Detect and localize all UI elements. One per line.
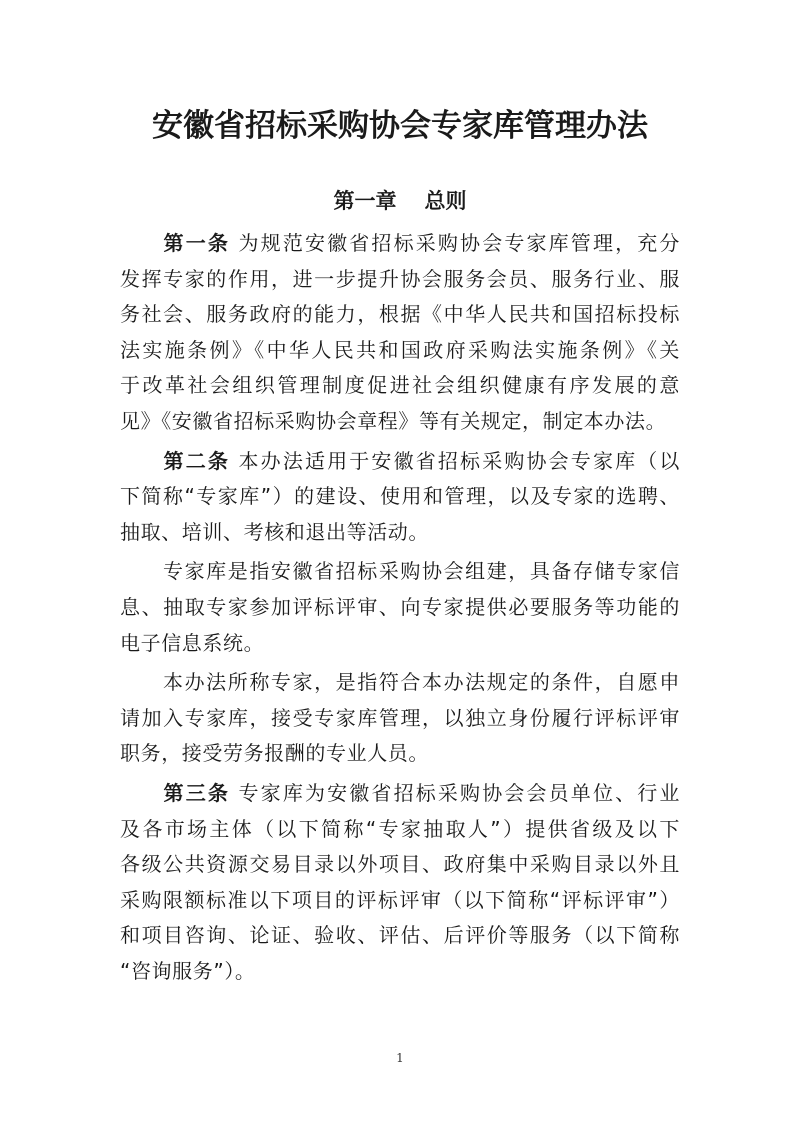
paragraph-line: 请加入专家库，接受专家库管理，以独立身份履行评标评审 — [120, 705, 680, 730]
paragraph-line: 法实施条例》《中华人民共和国政府采购法实施条例》《关 — [120, 337, 680, 362]
line-text: 为规范安徽省招标采购协会专家库管理，充分 — [238, 231, 680, 255]
paragraph-line: 发挥专家的作用，进一步提升协会服务会员、服务行业、服 — [120, 266, 680, 291]
paragraph-line: 和项目咨询、论证、验收、评估、后评价等服务（以下简称 — [120, 923, 680, 948]
paragraph-line — [120, 226, 680, 262]
paragraph-expert-database-definition — [120, 554, 680, 661]
paragraph-line: 下简称“专家库”）的建设、使用和管理，以及专家的选聘、 — [120, 484, 680, 509]
document-title: 安徽省招标采购协会专家库管理办法 — [152, 108, 648, 144]
paragraph-line: 务社会、服务政府的能力，根据《中华人民共和国招标投标 — [120, 302, 680, 327]
paragraph-line: 电子信息系统。 — [120, 630, 265, 655]
paragraph-line — [120, 665, 680, 701]
paragraph-line: 职务，接受劳务报酬的专业人员。 — [120, 741, 429, 766]
paragraph-line — [120, 444, 680, 480]
document-body — [120, 226, 680, 989]
paragraph-line: 见》《安徽省招标采购协会章程》等有关规定，制定本办法。 — [120, 408, 667, 433]
paragraph-line: 采购限额标准以下项目的评标评审（以下简称“评标评审”） — [120, 887, 680, 912]
paragraph-expert-definition — [120, 665, 680, 772]
line-text: 本办法适用于安徽省招标采购协会专家库（以 — [238, 448, 680, 473]
line-text: 本办法所称专家，是指符合本办法规定的条件，自愿申 — [162, 670, 680, 695]
article-label: 第一条 — [162, 231, 231, 255]
chapter-number: 第一章 — [333, 189, 397, 213]
paragraph-article-3 — [120, 776, 680, 990]
page-number: 1 — [396, 1051, 404, 1065]
line-text: 专家库是指安徽省招标采购协会组建，具备存储专家信 — [162, 559, 680, 584]
paragraph-article-1 — [120, 226, 680, 440]
line-text: 专家库为安徽省招标采购协会会员单位、行业 — [238, 780, 680, 805]
article-label: 第二条 — [162, 448, 231, 473]
paragraph-article-2 — [120, 444, 680, 551]
article-label: 第三条 — [162, 780, 231, 805]
paragraph-line: 各级公共资源交易目录以外项目、政府集中采购目录以外且 — [120, 852, 680, 877]
paragraph-line: 于改革社会组织管理制度促进社会组织健康有序发展的意 — [120, 373, 680, 398]
paragraph-line: 抽取、培训、考核和退出等活动。 — [120, 519, 429, 544]
chapter-heading — [0, 185, 800, 215]
paragraph-line — [120, 554, 680, 590]
chapter-name: 总则 — [424, 189, 467, 213]
paragraph-line: 息、抽取专家参加评标评审、向专家提供必要服务等功能的 — [120, 594, 680, 619]
paragraph-line: 及各市场主体（以下简称“专家抽取人”）提供省级及以下 — [120, 816, 680, 841]
paragraph-line — [120, 776, 680, 812]
paragraph-line: “咨询服务”）。 — [120, 958, 256, 983]
